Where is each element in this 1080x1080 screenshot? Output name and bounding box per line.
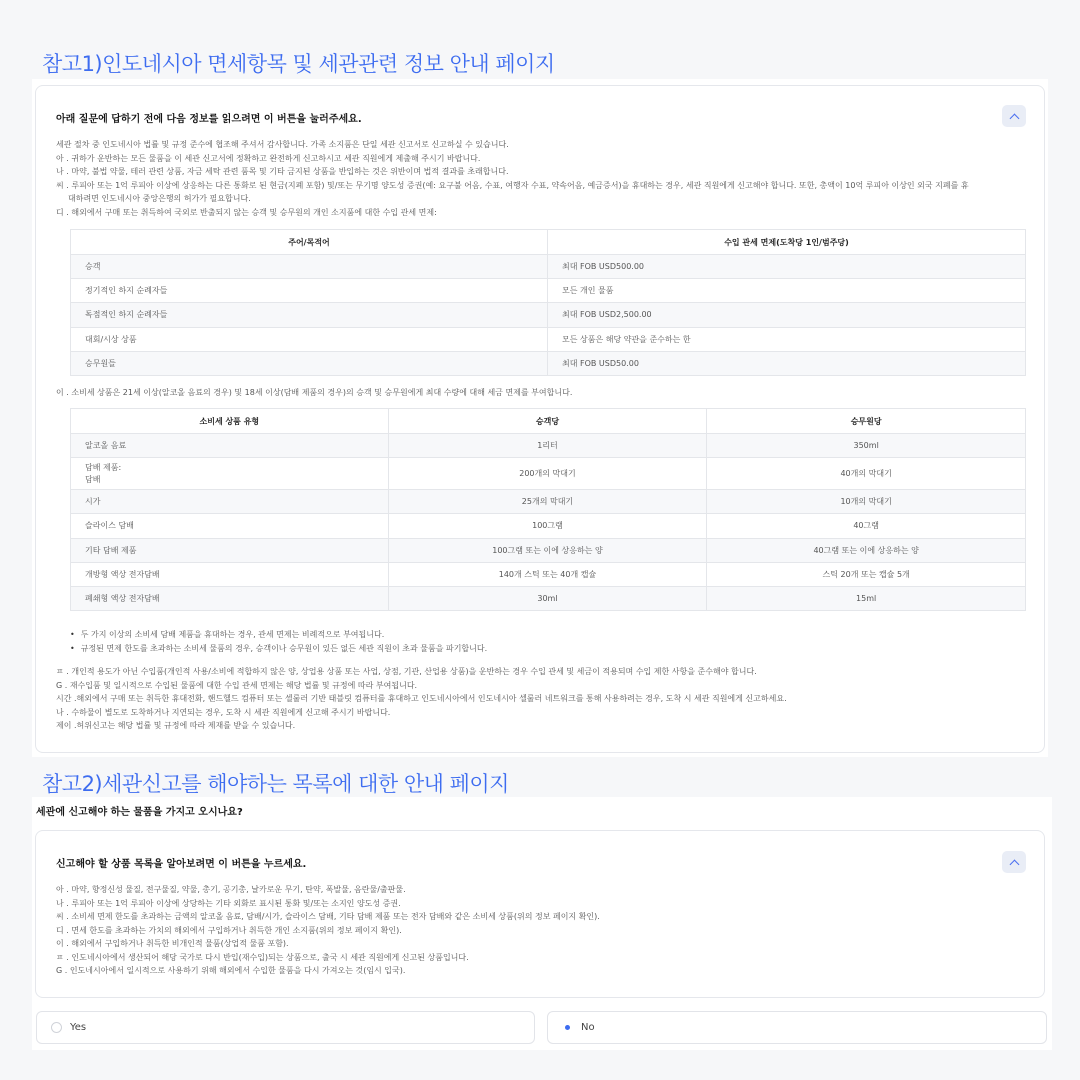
table-row [71,434,1026,458]
table-header: 승무원당 [707,409,1026,434]
excise-line: 이 . 소비세 상품은 21세 이상(알코올 음료의 경우) 및 18세 이상(담배 제품의 경우)의 승객 및 승무원에게 최대 수량에 대해 세금 면제를 부여합니다. [56,388,573,397]
section2-heading: 참고2)세관신고를 해야하는 목록에 대한 안내 페이지 [42,772,509,796]
section1-heading: 참고1)인도네시아 면세항목 및 세관관련 정보 안내 페이지 [42,52,555,76]
table-cell: 40개의 막대기 [707,458,1026,490]
table-cell: 최대 FOB USD50.00 [548,351,1026,375]
intro-line: 대하려면 인도네시아 중앙은행의 허가가 필요합니다. [68,194,251,203]
table-cell: 폐쇄형 액상 전자담배 [71,586,389,610]
list-item: G . 인도네시아에서 일시적으로 사용하기 위해 해외에서 수입한 물품을 다시 가져오는 것(임시 입국). [56,966,406,975]
table-cell: 200개의 막대기 [388,458,707,490]
list-item: • 두 가지 이상의 소비세 담배 제품을 휴대하는 경우, 관세 면제는 비례적으로 부여됩니다. [70,628,487,642]
intro-line: 세관 절차 중 인도네시아 법률 및 규정 준수에 협조해 주셔서 감사합니다. 가족 소지품은 단일 세관 신고서로 신고하실 수 있습니다. [56,140,509,149]
table-cell: 알코올 음료 [71,434,389,458]
table-cell: 대회/시상 상품 [71,327,548,351]
table-cell: 1리터 [388,434,707,458]
declare-list [56,883,1031,978]
table-row [71,458,1026,490]
table-cell: 승무원들 [71,351,548,375]
declare-question: 세관에 신고해야 하는 물품을 가지고 오시나요? [36,807,243,818]
table-cell: 최대 FOB USD2,500.00 [548,303,1026,327]
table-row [71,327,1026,351]
excise-notes-list [70,628,487,656]
yes-label: Yes [70,1022,87,1033]
table-cell: 350ml [707,434,1026,458]
table-cell: 100그램 또는 이에 상응하는 양 [388,538,707,562]
list-item: 나 . 루피아 또는 1억 루피아 이상에 상당하는 기타 외화로 표시된 통화 및/또는 소지인 양도성 증권. [56,898,401,908]
table-cell: 15ml [707,586,1026,610]
excise-paragraph [56,386,1031,400]
table-row [71,255,1026,279]
closing-line: 시간 .해외에서 구매 또는 취득한 휴대전화, 핸드헬드 컴퓨터 또는 셀룰러 기반 태블릿 컴퓨터를 휴대하고 인도네시아에서 인도네시아 셀룰러 네트워크를 통해 사용하려는 경우, 도착 시 세관 직원에게 신고하세요. [56,694,787,703]
list-item: 디 . 면세 한도를 초과하는 가치의 해외에서 구입하거나 취득한 개인 소지품(위의 정보 페이지 확인). [56,925,402,935]
table-row [71,490,1026,514]
table-cell: 40그램 또는 이에 상응하는 양 [707,538,1026,562]
table-row [71,351,1026,375]
table-cell: 최대 FOB USD500.00 [548,255,1026,279]
table-cell: 슬라이스 담배 [71,514,389,538]
info-accordion-title[interactable]: 아래 질문에 답하기 전에 다음 정보를 읽으려면 이 버튼을 눌러주세요. [56,114,362,125]
table-cell: 개방형 액상 전자담배 [71,562,389,586]
table-header: 수입 관세 면제(도착당 1인/범주당) [548,230,1026,255]
table-cell: 40그램 [707,514,1026,538]
intro-paragraph [56,138,1031,219]
excise-allowance-table [70,408,1026,611]
list-item: 아 . 마약, 향정신성 물질, 전구물질, 약물, 총기, 공기총, 날카로운 무기, 탄약, 폭발물, 음란물/출판물. [56,885,406,894]
table-cell: 140개 스틱 또는 40개 캡슐 [388,562,707,586]
list-item: • 규정된 면제 한도를 초과하는 소비세 물품의 경우, 승객이나 승무원이 있든 없든 세관 직원이 초과 물품을 파기합니다. [70,642,487,656]
list-item: ㅍ . 인도네시아에서 생산되어 해당 국가로 다시 반입(재수입)되는 상품으로, 출국 시 세관 직원에게 신고된 상품입니다. [56,952,469,962]
table-row [71,514,1026,538]
intro-line: 씨 . 루피아 또는 1억 루피아 이상에 상응하는 다른 통화로 된 현금(지폐 포함) 및/또는 무기명 양도성 증권(예: 요구불 어음, 수표, 여행자 수표, 약속어음, 예금증서)을 휴대하는 경우, 세관 직원에게 신고해야 합니다. 또한, 총액이 10억 루피아 이상인 외국 지폐를 휴 [56,180,969,190]
declare-accordion-title[interactable]: 신고해야 할 상품 목록을 알아보려면 이 버튼을 누르세요. [56,859,307,870]
chevron-up-icon[interactable] [1002,851,1026,873]
table-cell: 모든 상품은 해당 약관을 준수하는 한 [548,327,1026,351]
list-item: 이 . 해외에서 구입하거나 취득한 비개인적 물품(상업적 물품 포함). [56,939,289,948]
intro-line: 디 . 해외에서 구매 또는 취득하여 국외로 반출되지 않는 승객 및 승무원의 개인 소지품에 대한 수입 관세 면제: [56,207,437,217]
table-cell: 30ml [388,586,707,610]
table-row [71,586,1026,610]
table-cell: 승객 [71,255,548,279]
no-label: No [581,1022,595,1033]
table-cell: 시가 [71,490,389,514]
closing-line: 제이 .허위신고는 해당 법률 및 규정에 따라 제재를 받을 수 있습니다. [56,721,296,730]
radio-icon[interactable] [562,1022,573,1033]
chevron-up-icon[interactable] [1002,105,1026,127]
intro-line: 나 . 마약, 불법 약물, 테러 관련 상품, 자금 세탁 관련 품목 및 기타 금지된 상품을 반입하는 것은 위반이며 법적 결과를 초래합니다. [56,167,509,176]
closing-paragraph [56,665,1031,733]
table-cell: 정기적인 하지 순례자들 [71,279,548,303]
table-row [71,279,1026,303]
table-row [71,303,1026,327]
duty-exemption-table [70,229,1026,376]
table-cell: 100그램 [388,514,707,538]
table-cell: 기타 담배 제품 [71,538,389,562]
yes-option[interactable] [36,1011,535,1044]
closing-line: 나 . 수하물이 별도로 도착하거나 지연되는 경우, 도착 시 세관 직원에게 신고해 주시기 바랍니다. [56,707,391,717]
table-cell: 모든 개인 물품 [548,279,1026,303]
table-header: 주어/목적어 [71,230,548,255]
table-header: 소비세 상품 유형 [71,409,389,434]
radio-icon[interactable] [51,1022,62,1033]
table-cell: 독점적인 하지 순례자들 [71,303,548,327]
table-row [71,538,1026,562]
table-row [71,562,1026,586]
table-cell: 스틱 20개 또는 캡슐 5개 [707,562,1026,586]
table-header: 승객당 [388,409,707,434]
intro-line: 아 . 귀하가 운반하는 모든 물품을 이 세관 신고서에 정확하고 완전하게 신고하시고 세관 직원에게 제출해 주시기 바랍니다. [56,153,481,163]
list-item: 씨 . 소비세 면제 한도를 초과하는 금액의 알코올 음료, 담배/시가, 슬라이스 담배, 기타 담배 제품 또는 전자 담배와 같은 소비세 상품(위의 정보 페이지 확인). [56,912,600,921]
closing-line: ㅍ . 개인적 용도가 아닌 수입품(개인적 사용/소비에 적합하지 않은 양, 상업용 상품 또는 사업, 상점, 기관, 산업용 상품)을 운반하는 경우 수입 관세 및 세금이 적용되며 수입 제한 사항을 준수해야 합니다. [56,667,757,676]
no-option[interactable] [547,1011,1047,1044]
closing-line: G . 재수입품 및 일시적으로 수입된 물품에 대한 수입 관세 면제는 해당 법률 및 규정에 따라 부여됩니다. [56,680,418,690]
table-cell: 10개의 막대기 [707,490,1026,514]
table-cell: 담배 제품: 담배 [71,458,389,490]
table-cell: 25개의 막대기 [388,490,707,514]
